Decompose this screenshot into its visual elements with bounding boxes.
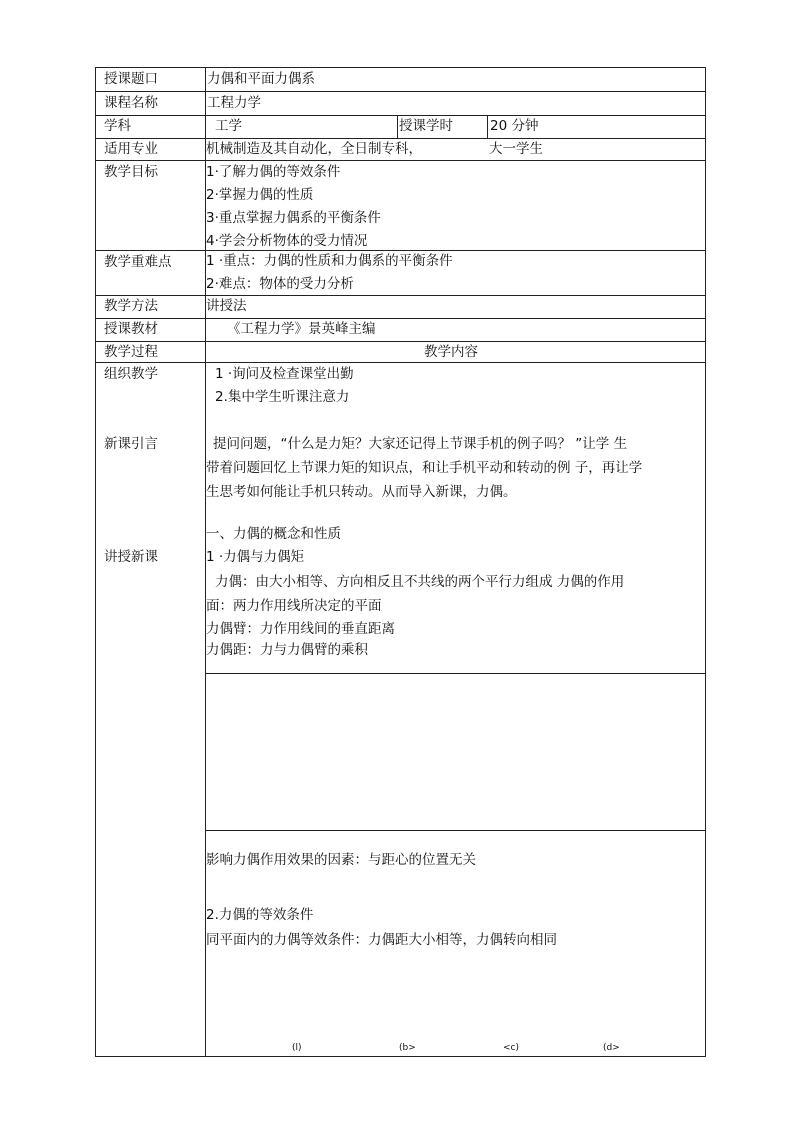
organize-label: 组织教学 (104, 366, 158, 382)
major-value-grade: 大一学生 (489, 141, 543, 157)
lecture-line: 1 ·力偶与力偶矩 (206, 549, 305, 565)
table-border-left (95, 67, 96, 1057)
lecture-line: 力偶：由大小相等、方向相反且不共线的两个平行力组成 力偶的作用 (215, 574, 625, 590)
hours-label: 授课学时 (399, 118, 453, 134)
goals-label: 教学目标 (104, 164, 158, 180)
row-divider (95, 138, 706, 139)
topic-value: 力偶和平面力偶系 (207, 71, 315, 87)
intro-line: 生思考如何能让手机只转动。从而导入新课，力偶。 (206, 484, 517, 500)
table-border-right (705, 67, 706, 1057)
factor-line: 影响力偶作用效果的因素：与距心的位置无关 (206, 852, 476, 868)
keypoint-item: 1 ·重点：力偶的性质和力偶系的平衡条件 (206, 253, 453, 269)
lecture-line: 力偶距：力与力偶臂的乘积 (206, 642, 368, 658)
major-label: 适用专业 (104, 141, 158, 157)
lecture-line: 面：两力作用线所决定的平面 (206, 598, 382, 614)
hours-value: 20 分钟 (490, 118, 539, 134)
row-divider (95, 318, 706, 319)
table-border-top (95, 67, 706, 68)
goal-item: 2·掌握力偶的性质 (206, 187, 314, 203)
intro-line: 带着问题回忆上节课力矩的知识点，和让手机平动和转动的例 子，再让学 (206, 460, 643, 476)
content-label: 教学内容 (424, 344, 478, 360)
subject-label: 学科 (104, 118, 131, 134)
textbook-label: 授课教材 (104, 321, 158, 337)
goal-item: 1·了解力偶的等效条件 (206, 164, 341, 180)
figure-label: (b> (399, 1043, 416, 1053)
subject-value: 工学 (215, 118, 242, 134)
keypoint-item: 2·难点：物体的受力分析 (206, 276, 354, 292)
textbook-value: 《工程力学》景英峰主编 (227, 321, 376, 337)
topic-label: 授课题口 (104, 71, 158, 87)
row-divider (95, 115, 706, 116)
row-divider (95, 341, 706, 342)
hours-cell-divider (487, 115, 488, 138)
intro-line: 提问问题，“什么是力矩？大家还记得上节课手机的例子吗？ ”让学 生 (213, 436, 628, 452)
course-value: 工程力学 (207, 95, 261, 111)
lecture-line: 力偶臂：力作用线间的垂直距离 (206, 621, 395, 637)
equiv-line: 同平面内的力偶等效条件：力偶距大小相等，力偶转向相同 (206, 932, 557, 948)
row-divider (95, 160, 706, 161)
table-border-bottom (95, 1056, 706, 1057)
figure-label: <c) (503, 1043, 520, 1053)
content-divider (205, 830, 706, 831)
lecture-line: 一、力偶的概念和性质 (206, 526, 341, 542)
course-label: 课程名称 (104, 95, 158, 111)
figure-label: (l) (292, 1043, 302, 1053)
row-divider (95, 91, 706, 92)
subject-cell-divider (397, 115, 398, 138)
process-label: 教学过程 (104, 344, 158, 360)
method-label: 教学方法 (104, 298, 158, 314)
keypoints-label: 教学重难点 (104, 254, 172, 270)
row-divider (95, 250, 706, 251)
figure-label: (d> (603, 1043, 620, 1053)
content-divider (205, 673, 706, 674)
row-divider (95, 362, 706, 363)
equiv-title: 2.力偶的等效条件 (206, 907, 314, 923)
intro-label: 新课引言 (104, 436, 158, 452)
goal-item: 4·学会分析物体的受力情况 (206, 233, 368, 249)
organize-item: 1 ·询问及检查课堂出勤 (215, 366, 354, 382)
organize-item: 2.集中学生听课注意力 (215, 389, 350, 405)
row-divider (95, 295, 706, 296)
method-value: 讲授法 (206, 298, 247, 314)
goal-item: 3·重点掌握力偶系的平衡条件 (206, 210, 381, 226)
major-value: 机械制造及其自动化，全日制专科， (206, 141, 422, 157)
lecture-label: 讲授新课 (104, 549, 158, 565)
